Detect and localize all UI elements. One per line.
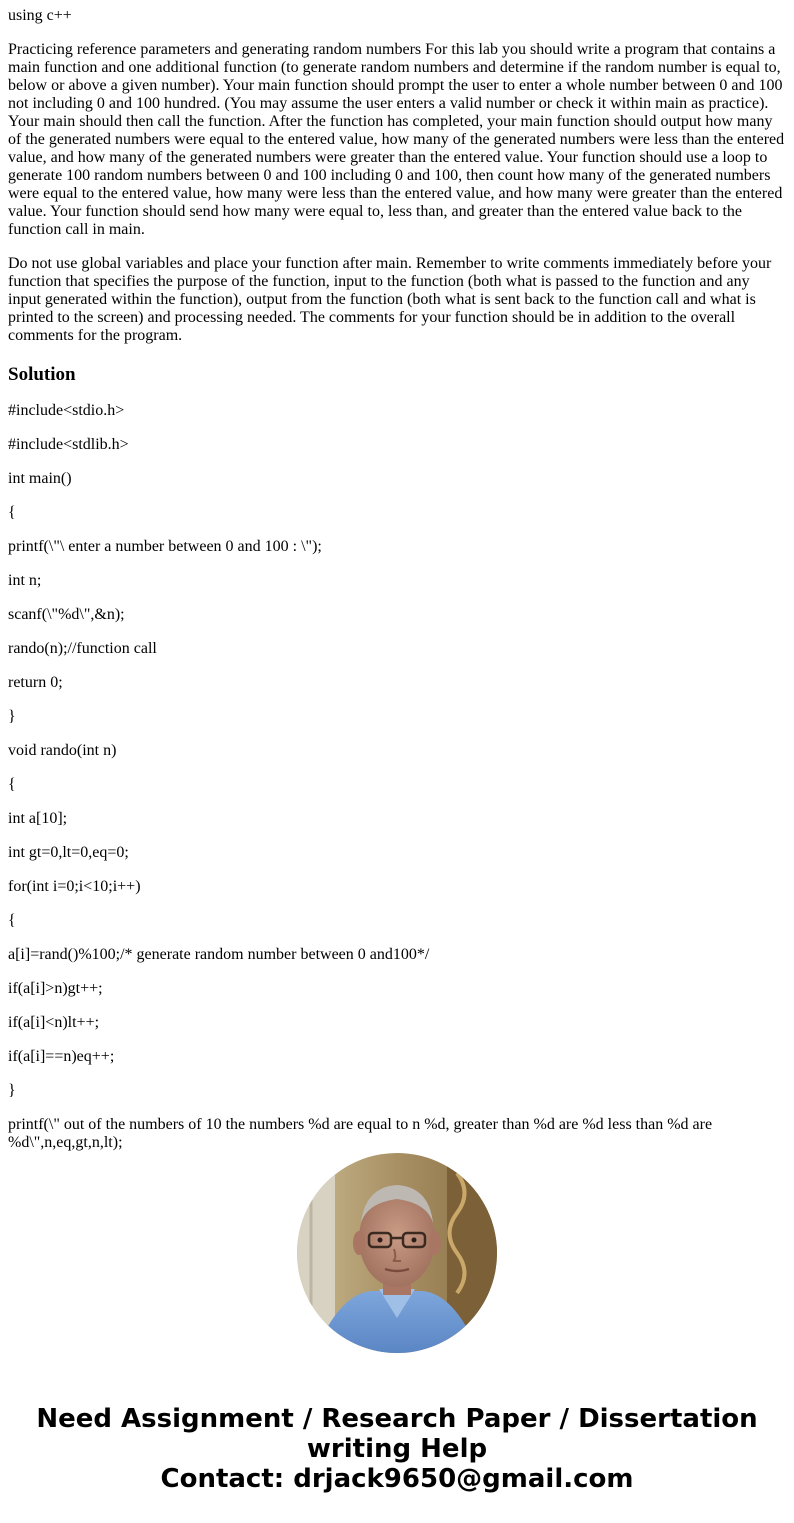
author-avatar-photo — [297, 1153, 497, 1353]
code-line: printf(\"\ enter a number between 0 and 100 : \"); — [8, 538, 322, 555]
document-body — [8, 0, 786, 1151]
code-line: rando(n);//function call — [8, 640, 157, 657]
language-line: using c++ — [8, 7, 72, 24]
code-line: if(a[i]==n)eq++; — [8, 1048, 115, 1065]
code-line: int a[10]; — [8, 810, 68, 827]
code-line: #include<stdlib.h> — [8, 436, 129, 453]
banner-line-1: Need Assignment / Research Paper / Dissertation — [36, 1404, 758, 1434]
code-line: { — [8, 912, 16, 929]
code-line: scanf(\"%d\",&n); — [8, 606, 125, 623]
code-line: { — [8, 504, 16, 521]
code-line: for(int i=0;i<10;i++) — [8, 878, 141, 895]
question-paragraph-2: Do not use global variables and place your function after main. Remember to write comments immediately before your function that specifies the purpose of the function, input to the function (both what is passed to the function and any input generated within the function), output from the function (both what is sent back to the function call and what is printed to the screen) and processing needed. The comments for your function should be in addition to the overall comments for the program. — [8, 255, 772, 344]
code-line: a[i]=rand()%100;/* generate random number between 0 and100*/ — [8, 946, 430, 963]
code-line: int gt=0,lt=0,eq=0; — [8, 844, 129, 861]
code-line: return 0; — [8, 674, 63, 691]
code-line: if(a[i]<n)lt++; — [8, 1014, 100, 1031]
code-line: } — [8, 1082, 16, 1099]
banner-line-2: writing Help — [306, 1434, 488, 1464]
code-line: #include<stdio.h> — [8, 402, 125, 419]
code-line: } — [8, 708, 16, 725]
question-paragraph-1: Practicing reference parameters and generating random numbers For this lab you should write a program that contains a main function and one additional function (to generate random numbers and determine if the random number is equal to, below or above a given number). Your main function should prompt the user to enter a whole number between 0 and 100 not including 0 and 100 hundred. (You may assume the user enters a valid number or check it within main as practice). Your main should then call the function. After the function has completed, your main function should output how many of the generated numbers were equal to the entered value, how many of the generated numbers were less than the entered value, and how many of the generated numbers were greater than the entered value. Your function should use a loop to generate 100 random numbers between 0 and 100 including 0 and 100, then count how many of the generated numbers were equal to the entered value, how many were less than the entered value, and how many were greater than the entered value. Your function should send how many were equal to, less than, and greater than the entered value back to the function call in main. — [8, 41, 785, 238]
code-line: int main() — [8, 470, 72, 487]
code-line-truncated: printf(\" out of the numbers of 10 the numbers %d are equal to n %d, greater than %d are %d less than %d are %d\",n,eq,gt,n,lt); — [8, 1116, 713, 1151]
code-line: int n; — [8, 572, 42, 589]
solution-heading: Solution — [8, 364, 76, 385]
code-line: if(a[i]>n)gt++; — [8, 980, 103, 997]
code-line: void rando(int n) — [8, 742, 117, 759]
banner-contact-email: Contact: drjack9650@gmail.com — [160, 1464, 634, 1494]
contact-banner — [0, 1404, 794, 1494]
code-line: { — [8, 776, 16, 793]
